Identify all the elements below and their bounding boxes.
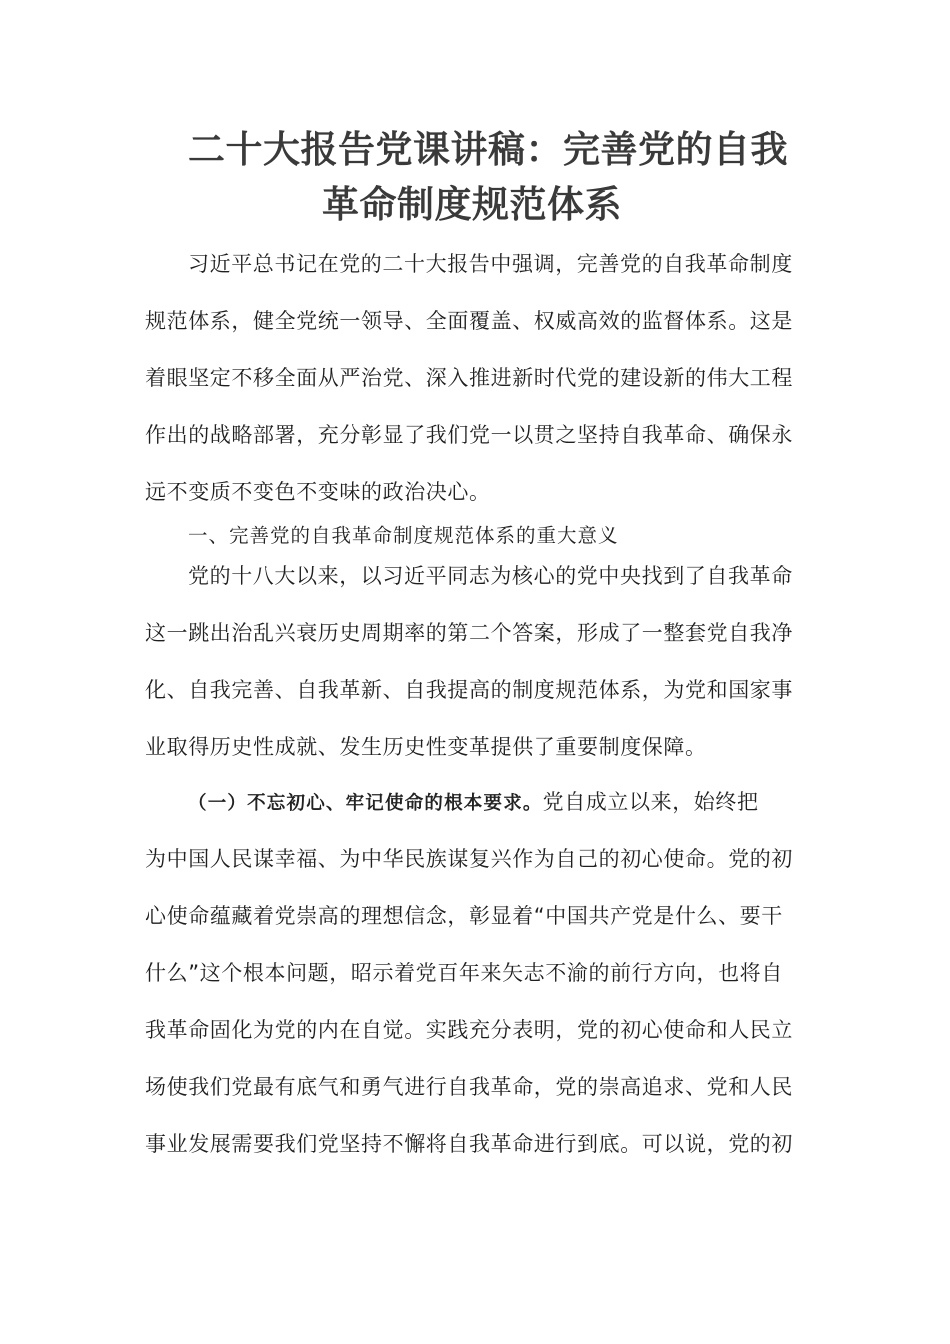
- paragraph-2-line-3: 化、自我完善、自我革新、自我提高的制度规范体系，为党和国家事: [145, 678, 793, 702]
- document-title-line-1: 二十大报告党课讲稿：完善党的自我: [188, 128, 788, 171]
- paragraph-1-line-1: 习近平总书记在党的二十大报告中强调，完善党的自我革命制度: [188, 252, 793, 276]
- paragraph-2-line-2: 这一跳出治乱兴衰历史周期率的第二个答案，形成了一整套党自我净: [145, 621, 793, 645]
- paragraph-1-line-4: 作出的战略部署，充分彰显了我们党一以贯之坚持自我革命、确保永: [145, 423, 793, 447]
- paragraph-3-line-4: 什么”这个根本问题，昭示着党百年来矢志不渝的前行方向，也将自: [145, 961, 783, 985]
- paragraph-3-line-2: 为中国人民谋幸福、为中华民族谋复兴作为自己的初心使命。党的初: [145, 847, 793, 871]
- paragraph-3-line-5: 我革命固化为党的内在自觉。实践充分表明，党的初心使命和人民立: [145, 1018, 793, 1042]
- paragraph-3-line-3: 心使命蕴藏着党崇高的理想信念，彰显着“中国共产党是什么、要干: [145, 904, 783, 928]
- paragraph-1-line-5: 远不变质不变色不变味的政治决心。: [145, 480, 491, 504]
- paragraph-3-line-6: 场使我们党最有底气和勇气进行自我革命，党的崇高追求、党和人民: [145, 1075, 793, 1099]
- paragraph-3-line-1: [188, 792, 759, 814]
- paragraph-3-line-1-rest: 党自成立以来，始终把: [542, 790, 759, 814]
- paragraph-3-line-7: 事业发展需要我们党坚持不懈将自我革命进行到底。可以说，党的初: [145, 1132, 793, 1156]
- paragraph-2-line-1: 党的十八大以来，以习近平同志为核心的党中央找到了自我革命: [188, 564, 793, 588]
- paragraph-2-line-4: 业取得历史性成就、发生历史性变革提供了重要制度保障。: [145, 735, 707, 759]
- section-heading: 一、完善党的自我革命制度规范体系的重大意义: [188, 524, 619, 547]
- paragraph-1-line-2: 规范体系，健全党统一领导、全面覆盖、权威高效的监督体系。这是: [145, 309, 793, 333]
- paragraph-1-line-3: 着眼坚定不移全面从严治党、深入推进新时代党的建设新的伟大工程: [145, 366, 793, 390]
- document-title-line-2: 革命制度规范体系: [322, 183, 622, 226]
- subsection-emphasis: （一）不忘初心、牢记使命的根本要求。: [188, 793, 543, 814]
